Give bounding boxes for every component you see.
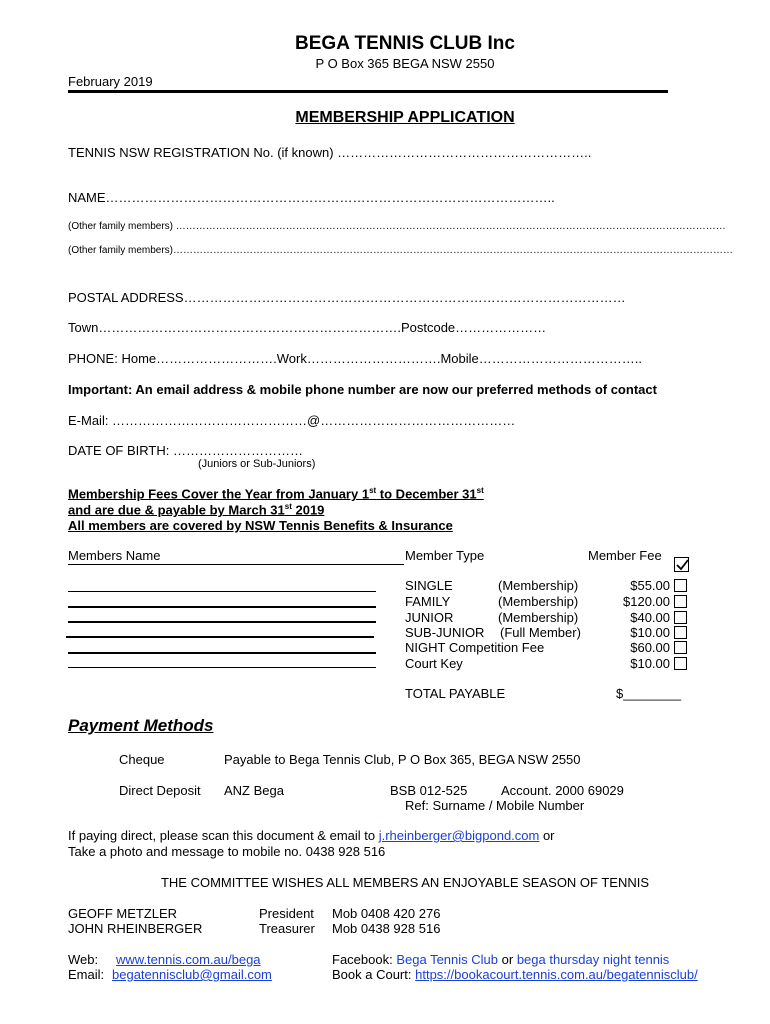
club-email-link[interactable]: begatennisclub@gmail.com (112, 967, 272, 982)
checkmark-icon (675, 558, 690, 573)
web-label: Web: (68, 952, 99, 967)
direct-deposit-label: Direct Deposit (119, 783, 201, 798)
committee-role: Treasurer (259, 921, 315, 936)
deposit-bsb: BSB 012-525 (390, 783, 468, 798)
postal-address-field[interactable]: POSTAL ADDRESS………………………………………………………………………………………… (68, 290, 626, 305)
member-name-line[interactable] (68, 667, 376, 668)
type-family: FAMILY (405, 594, 451, 609)
book-court-link[interactable]: https://bookacourt.tennis.com.au/begatennisclub/ (415, 967, 698, 982)
checkbox-court-key[interactable] (674, 657, 687, 670)
total-payable-value[interactable]: $________ (616, 686, 682, 701)
member-name-line[interactable] (68, 606, 376, 608)
member-name-line[interactable] (68, 652, 376, 654)
checkbox-junior[interactable] (674, 611, 687, 624)
type-court-key: Court Key (405, 656, 463, 671)
type-junior-note: (Membership) (498, 610, 579, 625)
direct-payment-note: If paying direct, please scan this document & email to j.rheinberger@bigpond.com or (68, 828, 555, 843)
type-sub-junior-note: (Full Member) (500, 625, 581, 640)
deposit-reference: Ref: Surname / Mobile Number (405, 798, 585, 813)
registration-field[interactable]: TENNIS NSW REGISTRATION No. (if known) ………………………………………………….. (68, 145, 592, 160)
fee-sub-junior: $10.00 (630, 625, 670, 640)
checkbox-sub-junior[interactable] (674, 626, 687, 639)
type-family-note: (Membership) (498, 594, 579, 609)
checkbox-single[interactable] (674, 579, 687, 592)
member-name-line[interactable] (68, 591, 376, 592)
type-junior: JUNIOR (405, 610, 454, 625)
members-name-header-rule (68, 564, 404, 565)
header-rule (68, 90, 668, 93)
committee-role: President (259, 906, 314, 921)
payment-methods-heading: Payment Methods (68, 716, 214, 735)
fees-notice-line-1: Membership Fees Cover the Year from January 1st to December 31st (68, 486, 484, 502)
facebook-line: Facebook: Bega Tennis Club or bega thursday night tennis (332, 952, 670, 967)
web-link[interactable]: www.tennis.com.au/bega (116, 952, 261, 967)
committee-name: GEOFF METZLER (68, 906, 178, 921)
club-name: BEGA TENNIS CLUB Inc (295, 33, 515, 54)
checkbox-family[interactable] (674, 595, 687, 608)
checkbox-night-competition[interactable] (674, 641, 687, 654)
page-title: MEMBERSHIP APPLICATION (295, 109, 515, 126)
deposit-bank: ANZ Bega (224, 783, 284, 798)
other-family-field-1[interactable]: (Other family members) ………………………………………………………………………………………………………………………………………………… (68, 221, 726, 232)
town-postcode-field[interactable]: Town…………………………………………………………….Postcode………………… (68, 320, 547, 335)
deposit-account: Account. 2000 69029 (501, 783, 624, 798)
member-name-line[interactable] (68, 621, 376, 623)
col-header-member-fee: Member Fee (588, 548, 662, 563)
col-header-member-type: Member Type (405, 548, 485, 563)
book-court-line: Book a Court: https://bookacourt.tennis.com.au/begatennisclub/ (332, 967, 698, 982)
closing-message: THE COMMITTEE WISHES ALL MEMBERS AN ENJOYABLE SEASON OF TENNIS (160, 875, 650, 890)
cheque-text: Payable to Bega Tennis Club, P O Box 365, BEGA NSW 2550 (224, 752, 581, 767)
name-field[interactable]: NAME………………………………………………………………………………………….. (68, 190, 555, 205)
dob-note: (Juniors or Sub-Juniors) (198, 458, 316, 470)
type-sub-junior: SUB-JUNIOR (405, 625, 485, 640)
committee-phone: Mob 0438 928 516 (332, 921, 441, 936)
fee-court-key: $10.00 (630, 656, 670, 671)
total-payable-label: TOTAL PAYABLE (405, 686, 506, 701)
email-field[interactable]: E-Mail: ………………………………………@……………………………………… (68, 413, 516, 428)
important-note: Important: An email address & mobile phone number are now our preferred methods of contact (68, 382, 657, 397)
committee-name: JOHN RHEINBERGER (68, 921, 203, 936)
type-single: SINGLE (405, 578, 453, 593)
email-label: Email: (68, 967, 105, 982)
member-name-line[interactable] (66, 636, 374, 638)
col-header-members-name: Members Name (68, 548, 161, 563)
form-date: February 2019 (68, 74, 153, 89)
fee-single: $55.00 (630, 578, 670, 593)
facebook-link-club[interactable]: Bega Tennis Club (396, 952, 498, 967)
phone-field[interactable]: PHONE: Home……………………….Work………………………….Mobile……………………………….. (68, 351, 642, 366)
facebook-link-night[interactable]: bega thursday night tennis (516, 952, 670, 967)
cheque-label: Cheque (119, 752, 165, 767)
fees-notice-line-3: All members are covered by NSW Tennis Benefits & Insurance (68, 518, 453, 533)
photo-note: Take a photo and message to mobile no. 0438 928 516 (68, 844, 386, 859)
type-single-note: (Membership) (498, 578, 579, 593)
dob-field[interactable]: DATE OF BIRTH: ………………………… (68, 443, 303, 458)
type-night-competition: NIGHT Competition Fee (405, 640, 545, 655)
fee-family: $120.00 (623, 594, 670, 609)
fee-night-competition: $60.00 (630, 640, 670, 655)
header-checked-checkbox[interactable] (674, 557, 689, 572)
fees-notice-line-2: and are due & payable by March 31st 2019 (68, 502, 325, 518)
treasurer-email-link[interactable]: j.rheinberger@bigpond.com (378, 828, 540, 843)
club-address: P O Box 365 BEGA NSW 2550 (315, 56, 495, 71)
fee-junior: $40.00 (630, 610, 670, 625)
other-family-field-2[interactable]: (Other family members)…………………………………………………………………………………………………………………………………………………… (68, 245, 734, 256)
committee-phone: Mob 0408 420 276 (332, 906, 441, 921)
